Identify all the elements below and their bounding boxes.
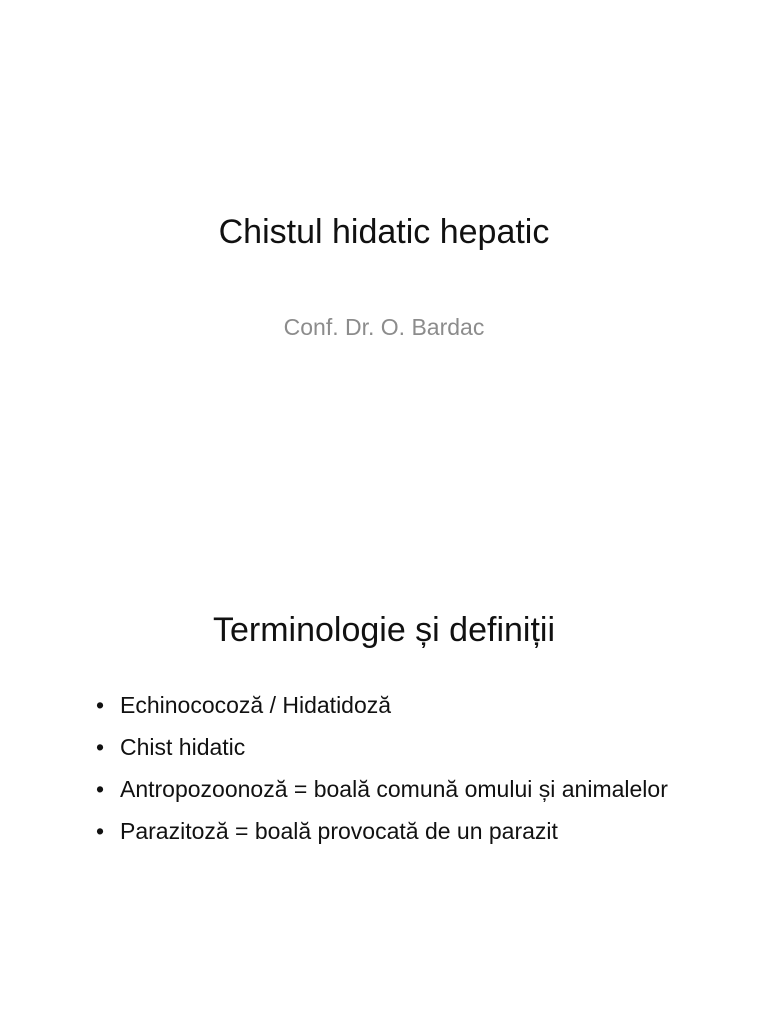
bullet-icon: • — [96, 692, 105, 718]
bullet-text: Antropozoonoză = boală comună omului și animalelor — [120, 776, 668, 802]
bullet-item — [96, 730, 676, 764]
presentation-title: Chistul hidatic hepatic — [218, 213, 550, 251]
bullet-text: Echinococoză / Hidatidoză — [120, 692, 392, 718]
slide-title: Terminologie și definiții — [212, 611, 556, 649]
bullet-icon: • — [96, 734, 105, 760]
bullet-item — [96, 688, 676, 722]
bullet-icon: • — [96, 818, 105, 844]
content-slide — [0, 512, 768, 1024]
presentation-subtitle: Conf. Dr. O. Bardac — [283, 314, 485, 340]
bullet-text: Parazitoză = boală provocată de un parazit — [120, 818, 558, 844]
bullet-item — [96, 814, 676, 848]
bullet-text: Chist hidatic — [120, 734, 246, 760]
bullet-list — [96, 688, 676, 856]
bullet-item — [96, 772, 676, 806]
bullet-icon: • — [96, 776, 105, 802]
